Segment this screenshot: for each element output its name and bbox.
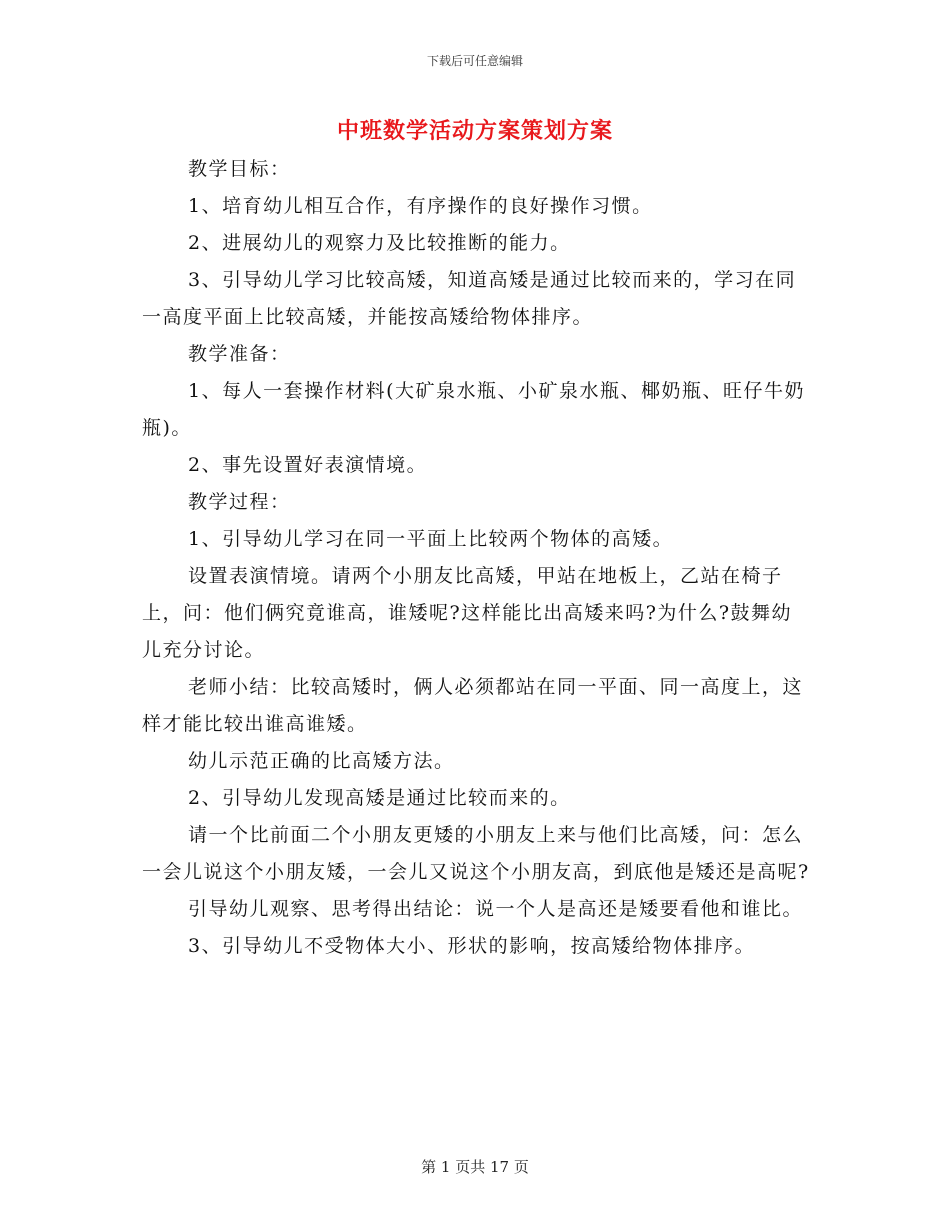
paragraph-process-1-summary: 老师小结：比较高矮时，俩人必须都站在同一平面、同一高度上，这样才能比较出谁高谁矮。 [142, 676, 804, 735]
paragraph-goal-2: 2、进展幼儿的观察力及比较推断的能力。 [188, 232, 571, 254]
page-number-indicator: 第 1 页共 17 页 [421, 1158, 529, 1176]
paragraph-teaching-prep-heading: 教学准备： [188, 343, 291, 365]
paragraph-process-2-conclusion: 引导幼儿观察、思考得出结论：说一个人是高还是矮要看他和谁比。 [188, 898, 804, 920]
paragraph-process-1-scenario: 设置表演情境。请两个小朋友比高矮，甲站在地板上，乙站在椅子上，问：他们俩究竟谁高，谁矮呢?这样能比出高矮来吗?为什么?鼓舞幼儿充分讨论。 [142, 565, 793, 661]
paragraph-process-2-question: 请一个比前面二个小朋友更矮的小朋友上来与他们比高矮，问：怎么一会儿说这个小朋友矮，一会儿又说这个小朋友高，到底他是矮还是高呢? [142, 824, 810, 883]
paragraph-goal-1: 1、培育幼儿相互合作，有序操作的良好操作习惯。 [188, 195, 653, 217]
paragraph-process-1-demo: 幼儿示范正确的比高矮方法。 [188, 750, 455, 772]
paragraph-process-2: 2、引导幼儿发现高矮是通过比较而来的。 [188, 787, 571, 809]
paragraph-process-3: 3、引导幼儿不受物体大小、形状的影响，按高矮给物体排序。 [188, 935, 756, 957]
page-header-note: 下载后可任意编辑 [426, 54, 523, 68]
paragraph-teaching-goals-heading: 教学目标： [188, 158, 291, 180]
document-body [142, 151, 810, 965]
paragraph-goal-3: 3、引导幼儿学习比较高矮，知道高矮是通过比较而来的，学习在同一高度平面上比较高矮，并能按高矮给物体排序。 [142, 269, 797, 328]
paragraph-teaching-process-heading: 教学过程： [188, 491, 291, 513]
document-title: 中班数学活动方案策划方案 [336, 118, 613, 144]
paragraph-prep-1: 1、每人一套操作材料(大矿泉水瓶、小矿泉水瓶、椰奶瓶、旺仔牛奶瓶)。 [142, 380, 806, 439]
paragraph-prep-2: 2、事先设置好表演情境。 [188, 454, 428, 476]
paragraph-process-1: 1、引导幼儿学习在同一平面上比较两个物体的高矮。 [188, 528, 674, 550]
